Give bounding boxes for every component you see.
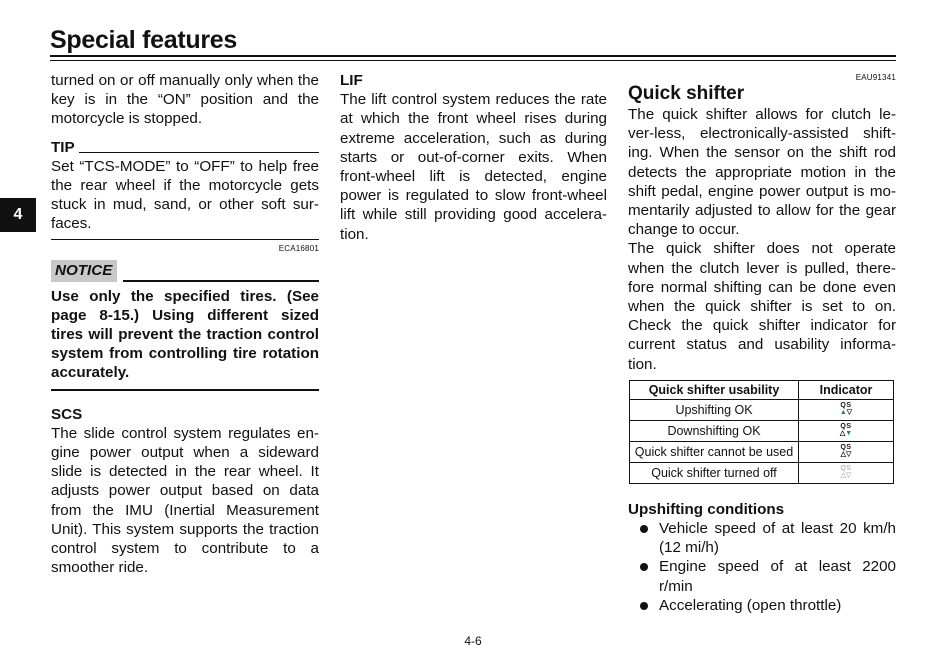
row-label: Quick shifter turned off (630, 462, 799, 483)
notice-code: ECA16801 (278, 243, 319, 253)
table-row (630, 462, 894, 483)
quick-shifter-heading: Quick shifter (628, 83, 745, 104)
quick-shifter-indicator-icon: QS ▲▽ (839, 402, 853, 417)
table-row (630, 420, 894, 441)
quick-shifter-table (629, 380, 894, 484)
list-item: Engine speed of at least 2200 r/min (628, 557, 896, 595)
quick-shifter-indicator-off-icon: QS △▽ (840, 465, 852, 480)
table-row (630, 441, 894, 462)
chapter-tab: 4 (0, 198, 36, 232)
tip-heading: TIP (51, 138, 75, 156)
scs-heading: SCS (51, 405, 83, 423)
column-left (51, 71, 319, 577)
indicator-cell (799, 420, 894, 441)
list-item: Vehicle speed of at least 20 km/h (12 mi/h) (628, 519, 896, 557)
table-row (630, 399, 894, 420)
indicator-cell (799, 399, 894, 420)
indicator-cell (799, 462, 894, 483)
row-label: Downshifting OK (630, 420, 799, 441)
quick-shifter-para-1: The quick shifter allows for clutch le-ver-less, electronically-assisted shift-ing. When the sensor on the shift rod detects the appropriate motion in the shift pedal, engine power output is mo-mentarily adjusted to allow for the gear change to occur. (628, 106, 896, 239)
tip-rule (79, 152, 319, 153)
page-title: Special features (50, 26, 237, 54)
notice-label: NOTICE (51, 260, 117, 282)
row-label: Upshifting OK (630, 399, 799, 420)
column-right (628, 71, 896, 615)
quick-shifter-indicator-icon: QS △▼ (839, 423, 853, 438)
lif-text: The lift control system reduces the rate at which the front wheel rises during extreme acceleration, such as during starts or out-of-corner exits. When front-wheel lift is detected, engine power is regulated to slow front-wheel lift while still providing good accelera-tion. (340, 91, 607, 243)
quick-shifter-indicator-icon: QS △▽ (840, 444, 852, 459)
section-code: EAU91341 (855, 73, 896, 82)
table-header-usability: Quick shifter usability (630, 380, 799, 399)
notice-heading-row (51, 260, 319, 282)
header-rule-thick (50, 55, 896, 57)
upshifting-conditions-heading: Upshifting conditions (628, 500, 785, 518)
tip-text: Set “TCS-MODE” to “OFF” to help free the rear wheel if the motorcycle gets stuck in mud, sand, or other soft sur-faces. (51, 157, 319, 233)
table-header-indicator: Indicator (799, 380, 894, 399)
column-middle (340, 71, 607, 244)
list-item: Accelerating (open throttle) (628, 596, 896, 615)
scs-text: The slide control system regulates en-gine power output when a sideward slide is detected in the rear wheel. It adjusts power output based on data from the IMU (Inertial Measurement Unit). This system supports the traction control system to contribute to a smoother ride. (51, 424, 319, 577)
intro-paragraph: turned on or off manually only when the key is in the “ON” position and the motorcycle is stopped. (51, 72, 319, 128)
lif-heading: LIF (340, 72, 363, 89)
page-number: 4-6 (464, 634, 482, 648)
notice-end-rule (51, 389, 319, 391)
notice-rule (123, 280, 319, 282)
conditions-list (628, 519, 896, 615)
tip-end-rule (51, 239, 319, 240)
indicator-cell (799, 441, 894, 462)
row-label: Quick shifter cannot be used (630, 441, 799, 462)
notice-text: Use only the specified tires. (See page 8-15.) Using different sized tires will prevent the traction control system from controlling tire rotation accurately. (51, 287, 319, 382)
quick-shifter-para-2: The quick shifter does not operate when the clutch lever is pulled, there-fore normal shifting can be done even when the quick shifter is set to on. Check the quick shifter indicator for current status and usability informa-tion. (628, 240, 896, 373)
header-rule-thin (50, 60, 896, 61)
tip-heading-row (51, 138, 319, 157)
